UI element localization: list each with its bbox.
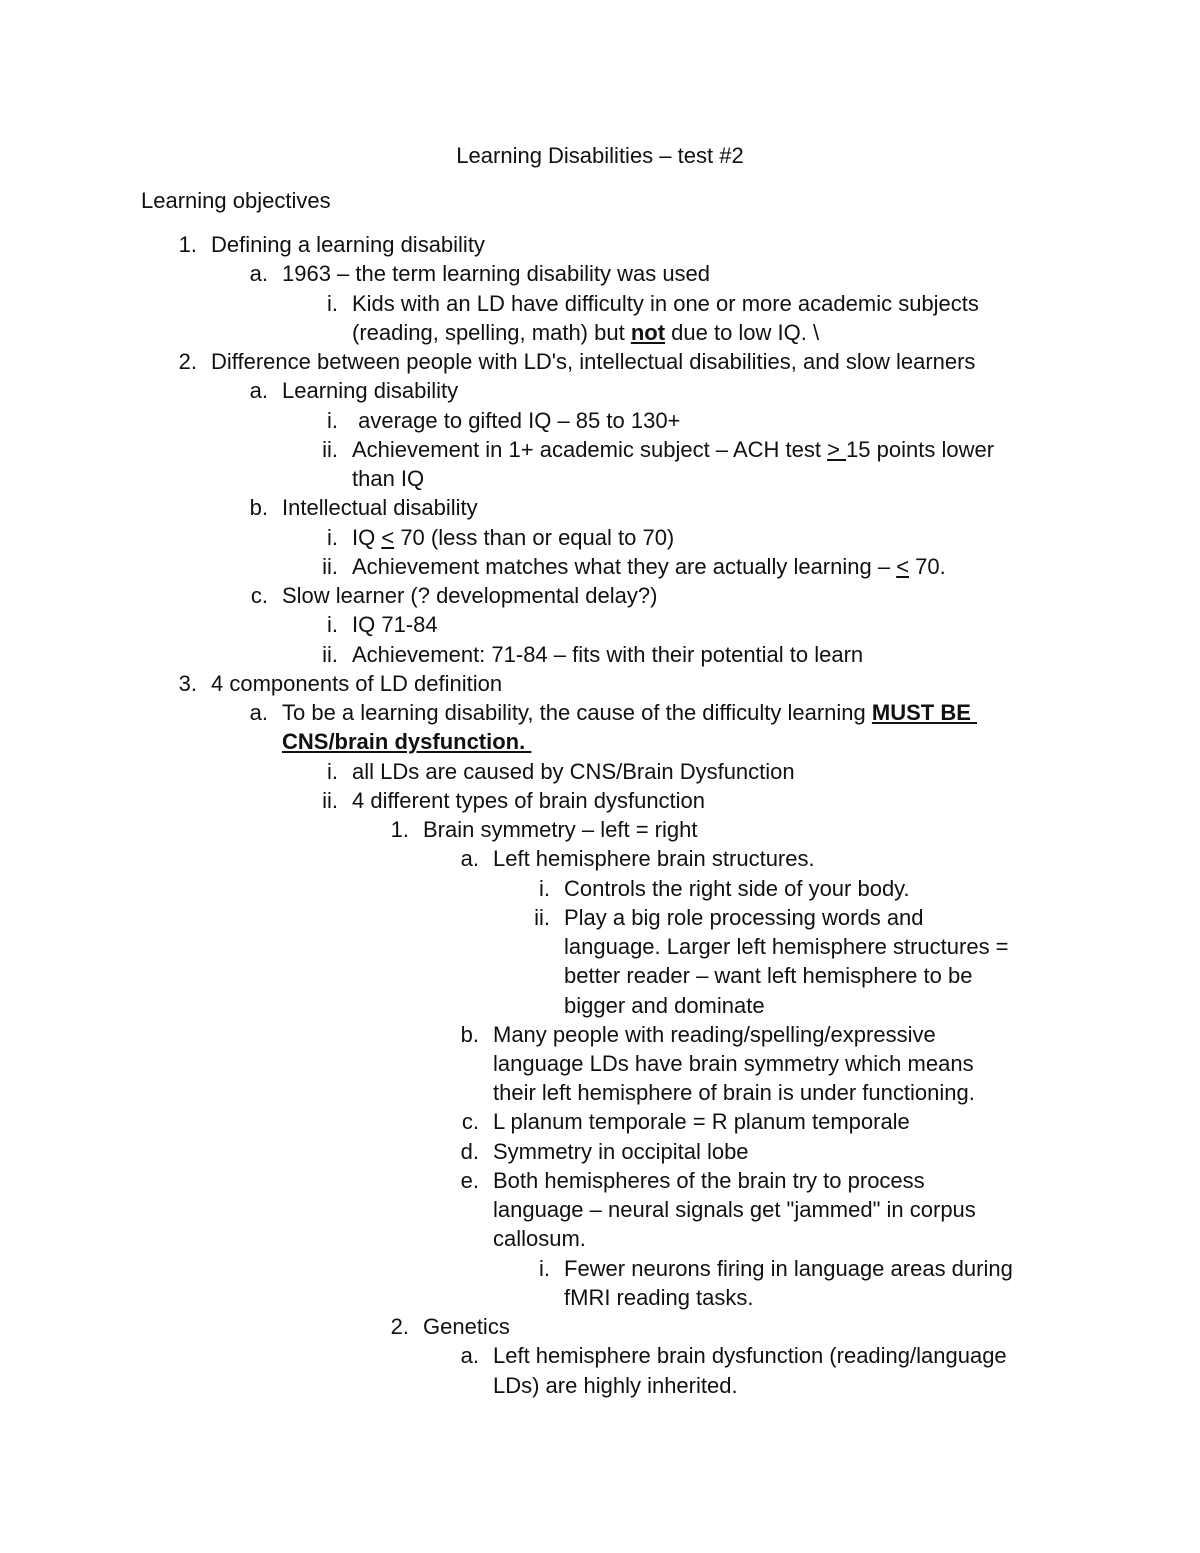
line-text: IQ [352, 525, 382, 550]
outline-line [564, 993, 765, 1019]
line-text: 15 points lower [846, 437, 995, 462]
line-text: IQ 71-84 [352, 612, 438, 637]
line-text: Left hemisphere brain structures. [493, 846, 815, 871]
line-text: 70 (less than or equal to 70) [394, 525, 675, 550]
line-text: fMRI reading tasks. [564, 1285, 754, 1310]
list-marker: 1. [390, 817, 409, 842]
line-text: Defining a learning disability [211, 232, 485, 257]
outline-line [564, 876, 910, 902]
line-text: language LDs have brain symmetry which means [493, 1051, 974, 1076]
emphasis-text: MUST BE [871, 700, 977, 725]
line-text: > [827, 437, 847, 462]
line-text: Intellectual disability [282, 495, 478, 520]
outline-line [493, 1051, 974, 1077]
outline-line [282, 261, 710, 287]
line-text: Many people with reading/spelling/expressive [493, 1022, 936, 1047]
outline-line [352, 788, 705, 814]
list-marker: i. [327, 525, 338, 550]
line-text: 70. [909, 554, 946, 579]
line-text: Both hemispheres of the brain try to process [493, 1168, 925, 1193]
outline-line [423, 1314, 510, 1340]
line-text: due to low IQ. \ [665, 320, 820, 345]
list-marker: 2. [390, 1314, 409, 1339]
outline-line [352, 320, 819, 346]
list-marker: d. [460, 1139, 479, 1164]
outline-line [493, 1343, 1007, 1369]
line-text: Achievement in 1+ academic subject – ACH test [352, 437, 828, 462]
line-text: average to gifted IQ – 85 to 130+ [352, 408, 681, 433]
outline-line [211, 232, 485, 258]
outline-line [282, 495, 478, 521]
outline-line [282, 729, 531, 755]
list-marker: ii. [322, 788, 338, 813]
line-text: all LDs are caused by CNS/Brain Dysfunction [352, 759, 795, 784]
outline-line [211, 349, 975, 375]
line-text: Kids with an LD have difficulty in one or more academic subjects [352, 291, 979, 316]
list-marker: b. [249, 495, 268, 520]
line-text: Slow learner (? developmental delay?) [282, 583, 658, 608]
outline-line [493, 1139, 749, 1165]
outline-line [493, 846, 815, 872]
list-marker: i. [539, 1256, 550, 1281]
line-text: 1963 – the term learning disability was used [282, 261, 711, 286]
outline-line [211, 671, 502, 697]
line-text: Brain symmetry – left = right [423, 817, 698, 842]
line-text: < [896, 554, 910, 579]
line-text: To be a learning disability, the cause of the difficulty learning [282, 700, 872, 725]
outline-line [423, 817, 697, 843]
outline-line [564, 963, 972, 989]
line-text: Learning disability [282, 378, 459, 403]
line-text: Symmetry in occipital lobe [493, 1139, 749, 1164]
outline-line [282, 583, 657, 609]
list-marker: a. [249, 700, 268, 725]
list-marker: ii. [322, 554, 338, 579]
emphasis-text: not [630, 320, 666, 345]
list-marker: a. [249, 378, 268, 403]
list-marker: 1. [178, 232, 197, 257]
list-marker: ii. [322, 437, 338, 462]
list-marker: i. [327, 612, 338, 637]
outline-line [493, 1226, 586, 1252]
list-marker: a. [460, 846, 479, 871]
line-text: Achievement matches what they are actually learning – [352, 554, 897, 579]
line-text: Left hemisphere brain dysfunction (reading/language [493, 1343, 1007, 1368]
outline-line [493, 1373, 738, 1399]
outline-line [493, 1080, 975, 1106]
line-text: LDs) are highly inherited. [493, 1373, 738, 1398]
outline-line [564, 905, 924, 931]
document-title: Learning Disabilities – test #2 [456, 143, 744, 168]
outline-line [282, 700, 977, 726]
outline-line [352, 612, 438, 638]
outline-line [352, 642, 863, 668]
list-marker: b. [460, 1022, 479, 1047]
outline-line [282, 378, 458, 404]
section-heading: Learning objectives [141, 188, 331, 213]
line-text: better reader – want left hemisphere to be [564, 963, 973, 988]
list-marker: ii. [322, 642, 338, 667]
line-text: Fewer neurons firing in language areas during [564, 1256, 1013, 1281]
line-text: language. Larger left hemisphere structures = [564, 934, 1009, 959]
list-marker: i. [539, 876, 550, 901]
line-text: Achievement: 71-84 – fits with their potential to learn [352, 642, 864, 667]
outline-line [352, 408, 680, 434]
list-marker: 2. [178, 349, 197, 374]
line-text: than IQ [352, 466, 425, 491]
outline-line [564, 1256, 1013, 1282]
line-text: Genetics [423, 1314, 510, 1339]
outline-line [564, 1285, 754, 1311]
outline-line [564, 934, 1009, 960]
outline-line [352, 466, 424, 492]
line-text: their left hemisphere of brain is under functioning. [493, 1080, 975, 1105]
line-text: bigger and dominate [564, 993, 765, 1018]
line-text: callosum. [493, 1226, 586, 1251]
outline-line [352, 437, 994, 463]
list-marker: a. [249, 261, 268, 286]
outline-line [352, 525, 674, 551]
list-marker: i. [327, 408, 338, 433]
line-text: (reading, spelling, math) but [352, 320, 631, 345]
emphasis-text: CNS/brain dysfunction. [282, 729, 532, 754]
list-marker: e. [460, 1168, 479, 1193]
outline-line [493, 1109, 910, 1135]
outline-line [493, 1168, 925, 1194]
line-text: Difference between people with LD's, intellectual disabilities, and slow learners [211, 349, 976, 374]
line-text: L planum temporale = R planum temporale [493, 1109, 910, 1134]
list-marker: c. [250, 583, 268, 608]
line-text: < [381, 525, 395, 550]
line-text: 4 different types of brain dysfunction [352, 788, 706, 813]
list-marker: 3. [178, 671, 197, 696]
outline-line [493, 1197, 976, 1223]
list-marker: ii. [534, 905, 550, 930]
line-text: language – neural signals get "jammed" in corpus [493, 1197, 976, 1222]
list-marker: a. [460, 1343, 479, 1368]
outline-line [493, 1022, 936, 1048]
list-marker: c. [461, 1109, 479, 1134]
list-marker: i. [327, 759, 338, 784]
line-text: 4 components of LD definition [211, 671, 503, 696]
outline-line [352, 291, 979, 317]
list-marker: i. [327, 291, 338, 316]
line-text: Controls the right side of your body. [564, 876, 910, 901]
line-text: Play a big role processing words and [564, 905, 924, 930]
outline-line [352, 554, 946, 580]
outline-line [352, 759, 795, 785]
